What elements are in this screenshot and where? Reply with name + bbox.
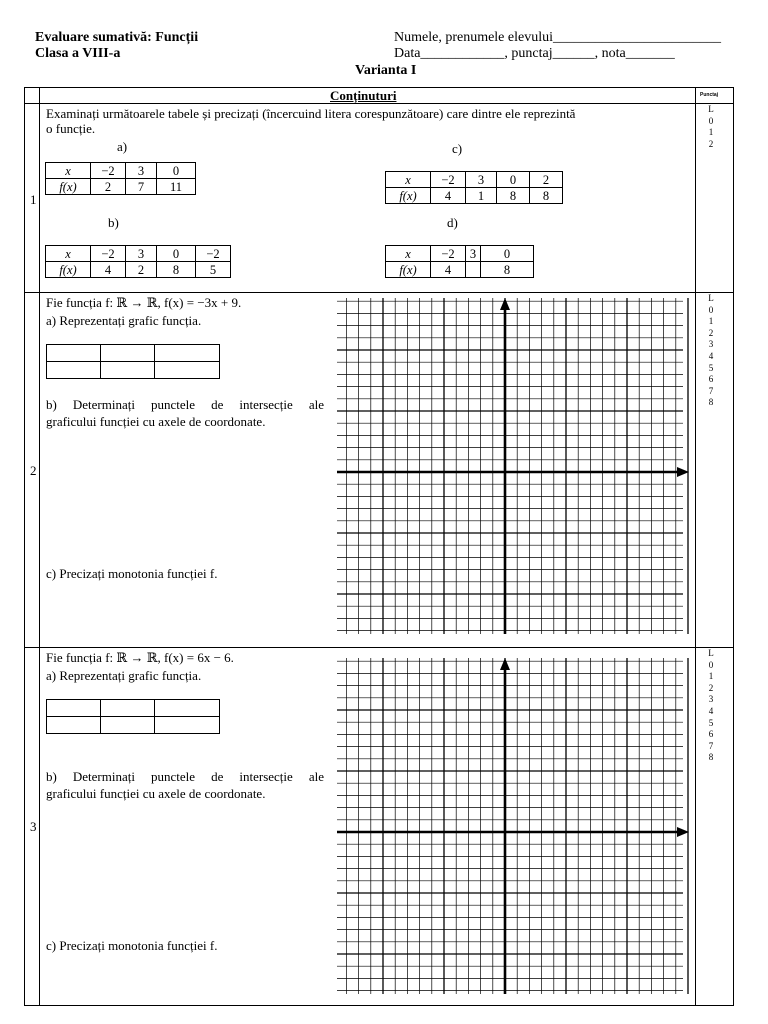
q3-function-definition: Fie funcția f: ℝ → ℝ, f(x) = 6x − 6. xyxy=(46,650,234,665)
table-cell: 8 xyxy=(497,188,530,204)
scale-item: 7 xyxy=(708,740,714,751)
q1-table-d xyxy=(385,245,534,278)
q3-part-b-line1: b) Determinați punctele de intersecție ale xyxy=(46,769,324,784)
table-cell: 5 xyxy=(196,262,231,278)
scale-item: 0 xyxy=(708,659,714,670)
table-cell: 2 xyxy=(530,172,563,188)
table-cell[interactable] xyxy=(155,362,220,379)
number-column-divider xyxy=(39,87,40,1006)
question-number-1: 1 xyxy=(30,192,37,207)
q2-part-b-line1: b) Determinați punctele de intersecție ale xyxy=(46,397,324,412)
table-cell[interactable] xyxy=(47,345,101,362)
table-cell[interactable] xyxy=(155,345,220,362)
x-header: x xyxy=(46,163,91,179)
row-divider-1 xyxy=(24,292,734,293)
points-column-header: Punctaj xyxy=(700,92,719,98)
content-column-header: Conținuturi xyxy=(330,88,397,103)
scale-item: 8 xyxy=(708,397,714,408)
table-cell[interactable] xyxy=(47,362,101,379)
table-cell: 8 xyxy=(530,188,563,204)
q2-part-a: a) Reprezentați grafic funcția. xyxy=(46,313,202,328)
q2-part-c: c) Precizați monotonia funcției f. xyxy=(46,566,218,581)
scale-item: 2 xyxy=(708,138,714,149)
table-cell: 3 xyxy=(126,246,157,262)
q1-label-b[interactable]: b) xyxy=(108,215,119,230)
q2-points-scale xyxy=(703,293,719,409)
q1-label-d[interactable]: d) xyxy=(447,215,458,230)
q3-part-a: a) Reprezentați grafic funcția. xyxy=(46,668,202,683)
x-header: x xyxy=(386,172,431,188)
q3-part-b-line2: graficului funcției cu axele de coordonate. xyxy=(46,786,266,801)
q1-table-c xyxy=(385,171,563,204)
scale-item: 8 xyxy=(708,752,714,763)
q2-part-b-line2: graficului funcției cu axele de coordonate. xyxy=(46,414,266,429)
q2-function-definition: Fie funcția f: ℝ → ℝ, f(x) = −3x + 9. xyxy=(46,295,242,310)
class-label: Clasa a VIII-a xyxy=(35,46,121,61)
q1-label-c[interactable]: c) xyxy=(452,141,463,156)
table-cell: 11 xyxy=(157,179,196,195)
q2-coordinate-grid[interactable] xyxy=(337,298,689,634)
fx-header: f(x) xyxy=(46,262,91,278)
table-cell: 8 xyxy=(157,262,196,278)
scale-item: 0 xyxy=(708,304,714,315)
points-column-divider xyxy=(695,87,696,1006)
scale-item: 3 xyxy=(708,339,714,350)
scale-item: 5 xyxy=(708,717,714,728)
table-cell: −2 xyxy=(196,246,231,262)
table-cell[interactable] xyxy=(101,345,155,362)
q1-table-b xyxy=(45,245,231,278)
table-cell: 2 xyxy=(91,179,126,195)
q1-points-scale xyxy=(703,104,719,150)
table-cell xyxy=(466,262,481,278)
scale-item: 0 xyxy=(708,115,714,126)
x-axis-arrow-icon xyxy=(677,467,689,477)
table-cell: 4 xyxy=(431,262,466,278)
row-divider-2 xyxy=(24,647,734,648)
table-cell[interactable] xyxy=(47,700,101,717)
scale-item: 5 xyxy=(708,362,714,373)
date-score-grade-field: Data____________, punctaj______, nota_______ xyxy=(394,46,675,61)
table-cell: 1 xyxy=(466,188,497,204)
q3-values-table[interactable] xyxy=(46,699,220,734)
y-axis-arrow-icon xyxy=(500,658,510,670)
table-cell: 2 xyxy=(126,262,157,278)
scale-item: 3 xyxy=(708,694,714,705)
table-cell: −2 xyxy=(431,172,466,188)
table-cell: 3 xyxy=(466,246,481,262)
q3-points-scale xyxy=(703,648,719,764)
q1-label-a[interactable]: a) xyxy=(117,139,128,154)
table-cell: −2 xyxy=(431,246,466,262)
fx-header: f(x) xyxy=(46,179,91,195)
x-header: x xyxy=(46,246,91,262)
table-cell[interactable] xyxy=(101,717,155,734)
scale-item: 6 xyxy=(708,729,714,740)
scale-item: 7 xyxy=(708,385,714,396)
scale-item: 4 xyxy=(708,705,714,716)
table-cell[interactable] xyxy=(47,717,101,734)
q2-values-table[interactable] xyxy=(46,344,220,379)
question-number-3: 3 xyxy=(30,819,37,834)
scale-item: L xyxy=(708,648,714,658)
table-cell: 0 xyxy=(157,246,196,262)
test-title: Evaluare sumativă: Funcții xyxy=(35,30,199,45)
scale-item: L xyxy=(708,293,714,303)
table-cell: 4 xyxy=(431,188,466,204)
table-cell[interactable] xyxy=(155,717,220,734)
q3-coordinate-grid[interactable] xyxy=(337,658,689,994)
question-number-2: 2 xyxy=(30,463,37,478)
scale-item: 4 xyxy=(708,350,714,361)
variant-label: Varianta I xyxy=(355,63,417,78)
table-cell: 0 xyxy=(497,172,530,188)
scale-item: 1 xyxy=(708,127,714,138)
q1-table-a xyxy=(45,162,196,195)
x-axis-arrow-icon xyxy=(677,827,689,837)
table-cell[interactable] xyxy=(101,362,155,379)
table-cell[interactable] xyxy=(155,700,220,717)
header-row-divider xyxy=(24,103,734,104)
scale-item: 2 xyxy=(708,327,714,338)
q3-part-c: c) Precizați monotonia funcției f. xyxy=(46,938,218,953)
scale-item: 6 xyxy=(708,374,714,385)
q1-prompt-line1: Examinați următoarele tabele și precizați (încercuind litera corespunzătoare) care dintre ele reprezintă xyxy=(46,106,576,121)
scale-item: 1 xyxy=(708,316,714,327)
table-cell: 0 xyxy=(157,163,196,179)
y-axis-arrow-icon xyxy=(500,298,510,310)
table-cell: 8 xyxy=(481,262,534,278)
table-cell: 3 xyxy=(466,172,497,188)
q1-prompt-line2: o funcție. xyxy=(46,121,96,136)
table-cell: 0 xyxy=(481,246,534,262)
fx-header: f(x) xyxy=(386,188,431,204)
scale-item: L xyxy=(708,104,714,114)
table-cell[interactable] xyxy=(101,700,155,717)
table-cell: 7 xyxy=(126,179,157,195)
x-header: x xyxy=(386,246,431,262)
fx-header: f(x) xyxy=(386,262,431,278)
table-cell: −2 xyxy=(91,163,126,179)
table-cell: 4 xyxy=(91,262,126,278)
table-cell: −2 xyxy=(91,246,126,262)
table-cell: 3 xyxy=(126,163,157,179)
scale-item: 2 xyxy=(708,682,714,693)
student-name-field: Numele, prenumele elevului________________________ xyxy=(394,30,721,45)
scale-item: 1 xyxy=(708,671,714,682)
